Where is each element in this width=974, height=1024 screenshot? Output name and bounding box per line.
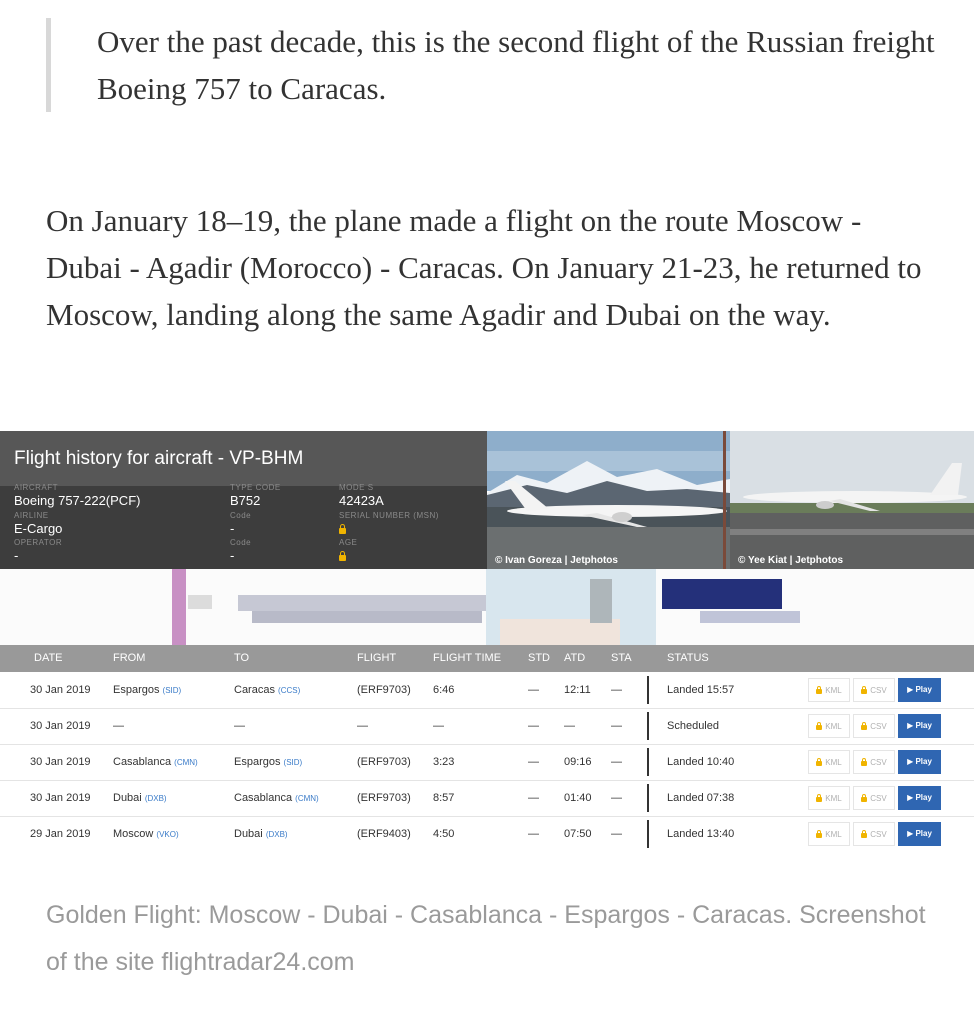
play-button[interactable]: ▶ Play: [898, 822, 941, 846]
column-header: TO: [234, 652, 250, 664]
lock-icon: [816, 761, 822, 766]
pixelated-region: [0, 569, 974, 645]
airplane-photo-image: [730, 431, 974, 569]
column-header: STATUS: [667, 652, 709, 664]
kml-button[interactable]: KML: [808, 750, 850, 774]
kml-button[interactable]: KML: [808, 714, 850, 738]
kml-button[interactable]: KML: [808, 678, 850, 702]
photo-credit: © Ivan Goreza | Jetphotos: [495, 555, 618, 566]
lock-icon: [816, 689, 822, 694]
column-header: DATE: [34, 652, 63, 664]
lock-icon: [339, 555, 346, 561]
table-row: 30 Jan 2019 Espargos (SID) Caracas (CCS) (ERF9703) 6:46 — 12:11 — Landed 15:57 KML CSV ▶ Play: [0, 672, 974, 709]
status-divider: [647, 712, 649, 740]
flightradar-screenshot: [0, 431, 974, 851]
column-header: FROM: [113, 652, 146, 664]
csv-button[interactable]: CSV: [853, 678, 895, 702]
operator-field: OPERATOR -: [14, 538, 63, 563]
column-header: STA: [611, 652, 632, 664]
status-divider: [647, 784, 649, 812]
status-divider: [647, 676, 649, 704]
table-row: 30 Jan 2019 Dubai (DXB) Casablanca (CMN) (ERF9703) 8:57 — 01:40 — Landed 07:38 KML CSV ▶ Play: [0, 780, 974, 817]
play-button[interactable]: ▶ Play: [898, 678, 941, 702]
play-button[interactable]: ▶ Play: [898, 786, 941, 810]
status-text: Landed 10:40: [667, 756, 735, 768]
csv-button[interactable]: CSV: [853, 750, 895, 774]
kml-button[interactable]: KML: [808, 822, 850, 846]
aircraft-photo-2[interactable]: [730, 431, 974, 569]
aircraft-title: Flight history for aircraft - VP-BHM: [0, 431, 487, 486]
status-divider: [647, 820, 649, 848]
play-button[interactable]: ▶ Play: [898, 714, 941, 738]
column-header: FLIGHT TIME: [433, 652, 502, 664]
status-text: Landed 13:40: [667, 828, 735, 840]
lock-icon: [816, 725, 822, 730]
lock-icon: [861, 761, 867, 766]
age-field: AGE: [339, 538, 357, 566]
flight-table-header: [0, 645, 974, 672]
article-paragraph: On January 18–19, the plane made a flight on the route Moscow - Dubai - Agadir (Morocco) - Caracas. On January 21-23, he returned to Moscow, landing along the same Agadir and Dubai on the way.: [46, 203, 922, 332]
blockquote: [46, 18, 974, 112]
status-divider: [647, 748, 649, 776]
photo-credit: © Yee Kiat | Jetphotos: [738, 555, 844, 566]
status-text: Scheduled: [667, 720, 719, 732]
image-caption: Golden Flight: Moscow - Dubai - Casablanca - Espargos - Caracas. Screenshot of the site flightradar24.com: [46, 901, 926, 976]
lock-icon: [816, 833, 822, 838]
lock-icon: [861, 797, 867, 802]
lock-icon: [339, 528, 346, 534]
airline-field: AIRLINE E-Cargo: [14, 511, 63, 536]
aircraft-header: [0, 431, 487, 569]
status-text: Landed 07:38: [667, 792, 735, 804]
table-row: 29 Jan 2019 Moscow (VKO) Dubai (DXB) (ERF9403) 4:50 — 07:50 — Landed 13:40 KML CSV ▶ Play: [0, 816, 974, 852]
aircraft-field: AIRCRAFT Boeing 757-222(PCF): [14, 483, 141, 508]
lock-icon: [861, 689, 867, 694]
table-row: 30 Jan 2019 Casablanca (CMN) Espargos (SID) (ERF9703) 3:23 — 09:16 — Landed 10:40 KML CSV ▶ Play: [0, 744, 974, 781]
column-header: STD: [528, 652, 550, 664]
play-button[interactable]: ▶ Play: [898, 750, 941, 774]
lock-icon: [861, 725, 867, 730]
column-header: ATD: [564, 652, 586, 664]
type-code-field: TYPE CODE B752: [230, 483, 281, 508]
csv-button[interactable]: CSV: [853, 786, 895, 810]
csv-button[interactable]: CSV: [853, 714, 895, 738]
airplane-photo-image: [487, 431, 730, 569]
quote-text: Over the past decade, this is the second flight of the Russian freight Boeing 757 to Caracas.: [97, 24, 935, 106]
csv-button[interactable]: CSV: [853, 822, 895, 846]
aircraft-photo-1[interactable]: [487, 431, 730, 569]
serial-field: SERIAL NUMBER (MSN): [339, 511, 439, 539]
table-row: 30 Jan 2019 — — — — — — — Scheduled KML CSV ▶ Play: [0, 708, 974, 745]
operator-code-field: Code -: [230, 538, 252, 563]
mode-s-field: MODE S 42423A: [339, 483, 384, 508]
lock-icon: [861, 833, 867, 838]
column-header: FLIGHT: [357, 652, 397, 664]
airline-code-field: Code -: [230, 511, 252, 536]
lock-icon: [816, 797, 822, 802]
status-text: Landed 15:57: [667, 684, 735, 696]
kml-button[interactable]: KML: [808, 786, 850, 810]
